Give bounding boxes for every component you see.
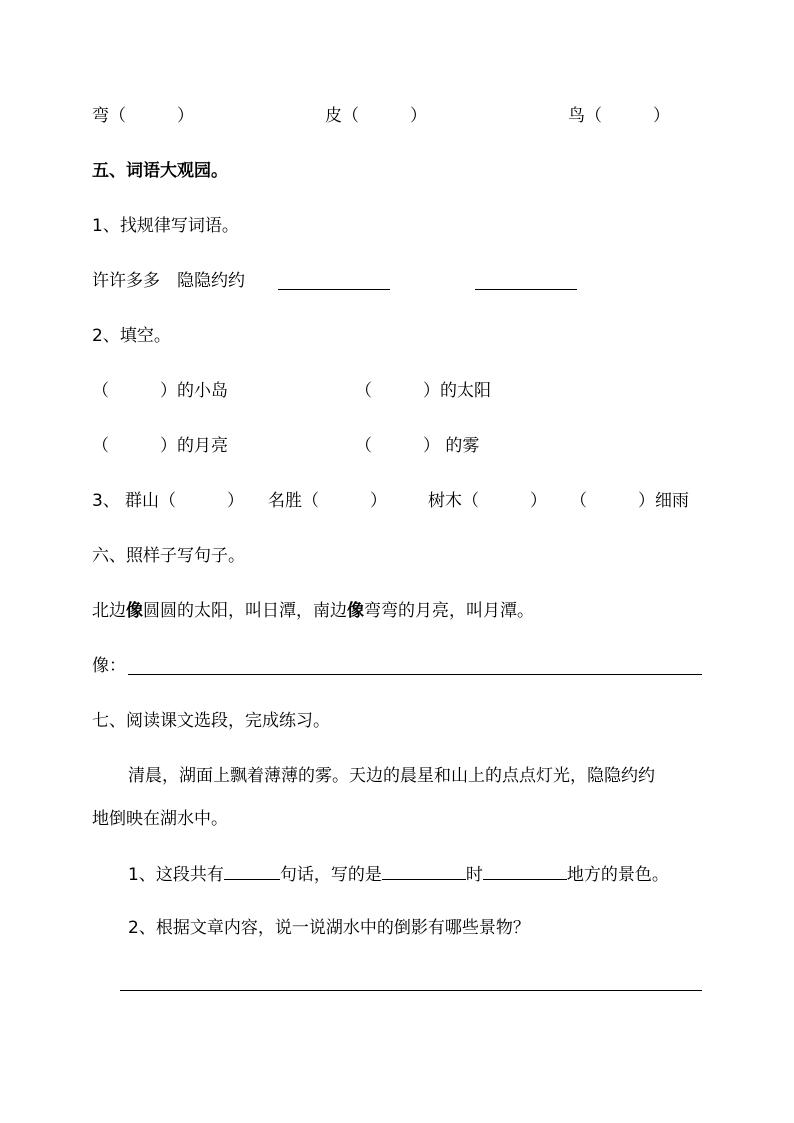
example-part-1: 北边 [92, 601, 126, 621]
answer-line-7[interactable] [120, 990, 702, 991]
question-5-1-words: 许许多多 隐隐约约 [92, 271, 245, 291]
example-keyword-1: 像 [126, 601, 143, 621]
fill-item-drizzle: （ ）细雨 [570, 491, 689, 511]
question-5-3-number: 3、 [92, 491, 120, 511]
example-part-2: 圆圆的太阳，叫日潭，南边 [143, 601, 347, 621]
section-5-heading: 五、词语大观园。 [92, 161, 228, 181]
fill-item-scenic-spots: 名胜（ ） [268, 491, 387, 511]
answer-label: 像： [92, 656, 126, 676]
fill-item-trees: 树木（ ） [428, 491, 547, 511]
question-7-1-part-c: 时 [465, 865, 483, 885]
question-7-2: 2、根据文章内容，说一说湖水中的倒影有哪些景物？ [128, 918, 530, 938]
char-item-pi: 皮（ ） [325, 106, 427, 126]
fill-item-island: （ ）的小岛 [92, 381, 228, 401]
fill-item-fog: （ ） 的雾 [355, 436, 480, 456]
example-sentence [92, 600, 534, 622]
blank-sentence-count[interactable] [224, 862, 280, 880]
fill-item-sun: （ ）的太阳 [355, 381, 491, 401]
fill-item-mountains: 群山（ ） [125, 491, 244, 511]
answer-blank-1[interactable] [278, 289, 390, 290]
char-item-wan: 弯（ ） [92, 106, 194, 126]
example-keyword-2: 像 [347, 601, 364, 621]
question-7-1 [128, 862, 669, 886]
question-5-1: 1、找规律写词语。 [92, 216, 239, 236]
char-item-niao: 鸟（ ） [568, 106, 670, 126]
passage-line-2: 地倒映在湖水中。 [92, 809, 228, 829]
section-6-heading: 六、照样子写句子。 [92, 546, 245, 566]
fill-item-moon: （ ）的月亮 [92, 436, 228, 456]
question-7-1-part-a: 1、这段共有 [128, 865, 224, 885]
question-7-1-part-b: 句话，写的是 [279, 865, 382, 885]
passage-line-1: 清晨，湖面上飘着薄薄的雾。天边的晨星和山上的点点灯光，隐隐约约 [128, 766, 655, 786]
question-7-1-part-d: 地方的景色。 [566, 865, 669, 885]
answer-line-6[interactable] [128, 674, 702, 675]
blank-place[interactable] [483, 862, 567, 880]
blank-time[interactable] [382, 862, 466, 880]
question-5-2: 2、填空。 [92, 326, 171, 346]
section-7-heading: 七、阅读课文选段，完成练习。 [92, 711, 330, 731]
answer-blank-2[interactable] [475, 289, 577, 290]
example-part-3: 弯弯的月亮，叫月潭。 [364, 601, 534, 621]
